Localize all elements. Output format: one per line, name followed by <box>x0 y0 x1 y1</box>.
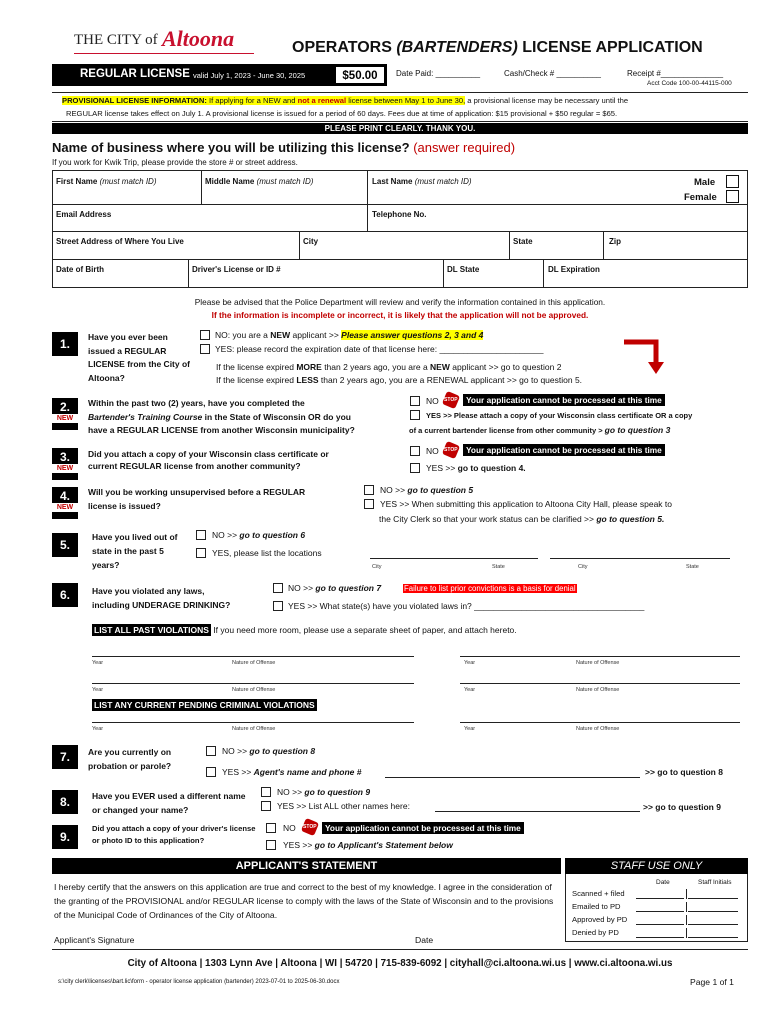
q2-question: Within the past two (2) years, have you completed the Bartender's Training Course in the State of Wisconsin OR do you have a REGULAR LICENSE from another Wisconsin municipality? <box>88 398 355 435</box>
year-caption: Year <box>92 660 104 666</box>
q7-no-text: NO >> go to question 8 <box>222 746 316 756</box>
staff-date-col: Date <box>656 879 670 886</box>
q5-no-text: NO >> go to question 6 <box>212 530 306 540</box>
q4-question: Will you be working unsupervised before a REGULAR license is issued? <box>88 487 306 511</box>
q5-no-checkbox[interactable] <box>196 530 206 540</box>
q2-yes-text2: of a current bartender license from other community > go to question 3 <box>409 425 671 435</box>
violation-line <box>92 683 414 684</box>
q3-question: Did you attach a copy of your Wisconsin class certificate or current REGULAR license from another community? <box>88 449 329 471</box>
q9-no-checkbox[interactable] <box>266 823 276 833</box>
advisory-line2: If the information is incomplete or incorrect, it is likely that the application will not be approved. <box>211 310 589 320</box>
violation-line <box>460 683 740 684</box>
q5-yes-text: YES, please list the locations <box>212 548 322 558</box>
q4-number: 4. NEW <box>52 487 78 519</box>
q3-no-label: NO <box>426 446 439 456</box>
q6-question: Have you violated any laws, including UNDERAGE DRINKING? <box>92 586 231 610</box>
email-label: Email Address <box>56 210 112 219</box>
staff-initials-col: Staff Initials <box>698 879 732 886</box>
q6-failure-warning: Failure to list prior convictions is a basis for denial <box>404 584 576 593</box>
staff-emailed: Emailed to PD <box>572 902 621 911</box>
nature-caption: Nature of Offense <box>232 687 276 693</box>
stop-sign-icon: STOP <box>301 818 319 836</box>
staff-denied: Denied by PD <box>572 928 619 937</box>
q5-question: Have you lived out of state in the past 5 years? <box>92 532 178 570</box>
q3-yes-text: YES >> go to question 4. <box>426 463 526 473</box>
license-bar <box>52 64 387 86</box>
q2-yes-checkbox[interactable] <box>410 410 420 420</box>
advisory-line1: Please be advised that the Police Department will review and verify the information contained in this application. <box>194 297 606 307</box>
year-caption: Year <box>92 726 104 732</box>
q7-agent-line <box>385 777 640 778</box>
provisional-line2: REGULAR license takes effect on July 1. A provisional license is issued for a period of 60 days. Fees due at time of application: $15 provisional + $50 regular = $65. <box>66 109 618 118</box>
violation-line <box>92 722 414 723</box>
regular-license-label: REGULAR LICENSE <box>80 68 190 80</box>
male-checkbox[interactable] <box>726 175 739 188</box>
q2-number: 2. NEW <box>52 398 78 430</box>
staff-approved: Approved by PD <box>572 915 628 924</box>
footer-file-path: s:\city clerk\licenses\bart.lic\form - operator license application (bartender) 2023-07-01 to 2025-06-30.docx <box>58 979 340 985</box>
nature-caption: Nature of Offense <box>232 660 276 666</box>
city-label: City <box>303 237 319 246</box>
q6-yes-text: YES >> What state(s) have you violated laws in? ____________________________________ <box>288 601 645 611</box>
q5-location-line-1 <box>370 558 538 559</box>
violation-line <box>460 722 740 723</box>
q1-yes-checkbox[interactable] <box>200 344 210 354</box>
q5-city-caption-2: City <box>578 564 588 570</box>
year-caption: Year <box>464 726 476 732</box>
q7-goto: >> go to question 8 <box>645 767 723 777</box>
q8-yes-checkbox[interactable] <box>261 801 271 811</box>
personal-info-grid <box>52 170 748 288</box>
staff-use-box <box>565 858 748 942</box>
q4-yes-checkbox[interactable] <box>364 499 374 509</box>
q5-number: 5. <box>52 533 78 557</box>
q8-number: 8. <box>52 790 78 814</box>
staff-use-heading: STAFF USE ONLY <box>565 858 748 874</box>
q1-no-text: NO: you are a NEW applicant >> Please answer questions 2, 3 and 4 <box>215 330 484 340</box>
q1-yes-text: YES: please record the expiration date of that license here: ______________________ <box>215 344 544 354</box>
middle-name-label: Middle Name (must match ID) <box>205 177 314 186</box>
q8-goto: >> go to question 9 <box>643 802 721 812</box>
city-logo <box>74 26 264 60</box>
q3-no-checkbox[interactable] <box>410 446 420 456</box>
q5-city-caption: City <box>372 564 382 570</box>
receipt: Receipt #______________ <box>627 69 724 78</box>
cash-check: Cash/Check # __________ <box>504 69 601 78</box>
q9-yes-checkbox[interactable] <box>266 840 276 850</box>
business-question: Name of business where you will be utilizing this license? (answer required) <box>52 140 516 155</box>
dl-state-label: DL State <box>447 265 480 274</box>
q4-no-checkbox[interactable] <box>364 485 374 495</box>
footer-rule <box>52 949 748 950</box>
past-violations-heading: LIST ALL PAST VIOLATIONS If you need more room, please use a separate sheet of paper, and attach hereto. <box>94 625 517 635</box>
q6-number: 6. <box>52 583 78 607</box>
pending-violations-heading: LIST ANY CURRENT PENDING CRIMINAL VIOLATIONS <box>94 700 315 710</box>
telephone-label: Telephone No. <box>372 210 427 219</box>
state-label: State <box>513 237 533 246</box>
kwik-trip-note: If you work for Kwik Trip, please provide the store # or street address. <box>52 158 298 167</box>
stop-sign-icon: STOP <box>442 391 460 409</box>
q2-no-label: NO <box>426 396 439 406</box>
q7-question: Are you currently on probation or parole? <box>88 747 172 771</box>
fee-box: $50.00 <box>335 66 385 84</box>
q6-yes-checkbox[interactable] <box>273 601 283 611</box>
footer-page: Page 1 of 1 <box>690 977 734 987</box>
applicant-statement-heading: APPLICANT'S STATEMENT <box>52 858 561 874</box>
nature-caption: Nature of Offense <box>232 726 276 732</box>
nature-caption: Nature of Offense <box>576 687 620 693</box>
q7-yes-text: YES >> Agent's name and phone # <box>222 767 362 777</box>
violation-line <box>460 656 740 657</box>
dl-label: Driver's License or ID # <box>192 265 281 274</box>
signature-label: Applicant's Signature <box>54 935 135 945</box>
acct-code: Acct Code 100-00-44115-000 <box>647 80 732 87</box>
q5-state-caption: State <box>492 564 505 570</box>
q3-cannot-process: Your application cannot be processed at this time <box>463 444 665 456</box>
violation-line <box>92 656 414 657</box>
logo-altoona: Altoona <box>162 26 235 51</box>
male-label: Male <box>694 177 716 188</box>
q8-no-checkbox[interactable] <box>261 787 271 797</box>
q9-no-label: NO <box>283 823 296 833</box>
q1-no-checkbox[interactable] <box>200 330 210 340</box>
statement-text: I hereby certify that the answers on this application are true and correct to the best of my knowledge. I agree in the consideration of the granting of the PROVISIONAL and/or REGULAR license to comply with the laws of the State of Wisconsin and to the provisions of the Municipal Code of Ordinances of the City of Altoona. <box>54 882 554 920</box>
logo-underline <box>74 53 254 54</box>
page-title: OPERATORS (BARTENDERS) LICENSE APPLICATION <box>292 39 703 56</box>
zip-label: Zip <box>609 237 621 246</box>
q2-yes-text: YES >> Please attach a copy of your Wisconsin class certificate OR a copy <box>426 411 693 420</box>
nature-caption: Nature of Offense <box>576 660 620 666</box>
print-clearly-bar: PLEASE PRINT CLEARLY. THANK YOU. <box>52 123 748 134</box>
q2-no-checkbox[interactable] <box>410 396 420 406</box>
red-arrow-icon <box>620 336 670 376</box>
q2-cannot-process: Your application cannot be processed at this time <box>463 394 665 406</box>
q7-number: 7. <box>52 745 78 769</box>
first-name-label: First Name (must match ID) <box>56 177 157 186</box>
q8-no-text: NO >> go to question 9 <box>277 787 371 797</box>
q8-question: Have you EVER used a different name or changed your name? <box>92 791 246 815</box>
nature-caption: Nature of Offense <box>576 726 620 732</box>
year-caption: Year <box>92 687 104 693</box>
stop-sign-icon: STOP <box>442 441 460 459</box>
q7-yes-checkbox[interactable] <box>206 767 216 777</box>
street-label: Street Address of Where You Live <box>56 237 184 246</box>
q5-state-caption-2: State <box>686 564 699 570</box>
q4-yes-text: YES >> When submitting this application to Altoona City Hall, please speak to <box>380 499 672 509</box>
q3-number: 3. NEW <box>52 448 78 480</box>
q9-cannot-process: Your application cannot be processed at this time <box>322 822 524 834</box>
q8-names-line <box>435 811 640 812</box>
q9-question: Did you attach a copy of your driver's license or photo ID to this application? <box>92 824 256 845</box>
year-caption: Year <box>464 687 476 693</box>
q9-yes-text: YES >> go to Applicant's Statement below <box>283 840 453 850</box>
dl-exp-label: DL Expiration <box>548 265 600 274</box>
q1-number: 1. <box>52 332 78 356</box>
dob-label: Date of Birth <box>56 265 104 274</box>
date-paid: Date Paid: __________ <box>396 69 481 78</box>
q4-no-text: NO >> go to question 5 <box>380 485 474 495</box>
q7-no-checkbox[interactable] <box>206 746 216 756</box>
q6-no-checkbox[interactable] <box>273 583 283 593</box>
logo-the-city-of: THE CITY of <box>74 32 158 48</box>
q5-yes-checkbox[interactable] <box>196 548 206 558</box>
footer-address: City of Altoona | 1303 Lynn Ave | Altoona | WI | 54720 | 715-839-6092 | cityhall@ci.altoona.wi.us | www.ci.altoona.wi.us <box>127 958 673 969</box>
staff-scanned: Scanned + filed <box>572 889 625 898</box>
female-label: Female <box>684 192 717 203</box>
q3-yes-checkbox[interactable] <box>410 463 420 473</box>
signature-date-label: Date <box>415 935 434 945</box>
q1-less-text: If the license expired LESS than 2 years ago, you are a RENEWAL applicant >> go to question 5. <box>216 375 583 385</box>
female-checkbox[interactable] <box>726 190 739 203</box>
q6-no-text: NO >> go to question 7 <box>288 583 382 593</box>
q1-question: Have you ever been issued a REGULAR LICENSE from the City of Altoona? <box>88 332 191 383</box>
q9-number: 9. <box>52 825 78 849</box>
q5-location-line-2 <box>550 558 730 559</box>
q8-yes-text: YES >> List ALL other names here: <box>277 801 410 811</box>
provisional-label: PROVISIONAL LICENSE INFORMATION: <box>62 96 207 105</box>
valid-dates: valid July 1, 2023 - June 30, 2025 <box>193 71 306 80</box>
year-caption: Year <box>464 660 476 666</box>
provisional-info: PROVISIONAL LICENSE INFORMATION: If applying for a NEW and not a renewal license between May 1 to June 30, a provisional license may be necessary until the REGULAR license takes effect on July 1. A provisional license is issued for a period of 60 days. Fees due at time of application: $15 provisional + $50 regular = $65. <box>52 92 748 122</box>
last-name-label: Last Name (must match ID) <box>372 177 472 186</box>
q4-yes-text2: the City Clerk so that your work status can be clarified >> go to question 5. <box>379 514 665 524</box>
q1-more-text: If the license expired MORE than 2 years ago, you are a NEW applicant >> go to question 2 <box>216 362 562 372</box>
